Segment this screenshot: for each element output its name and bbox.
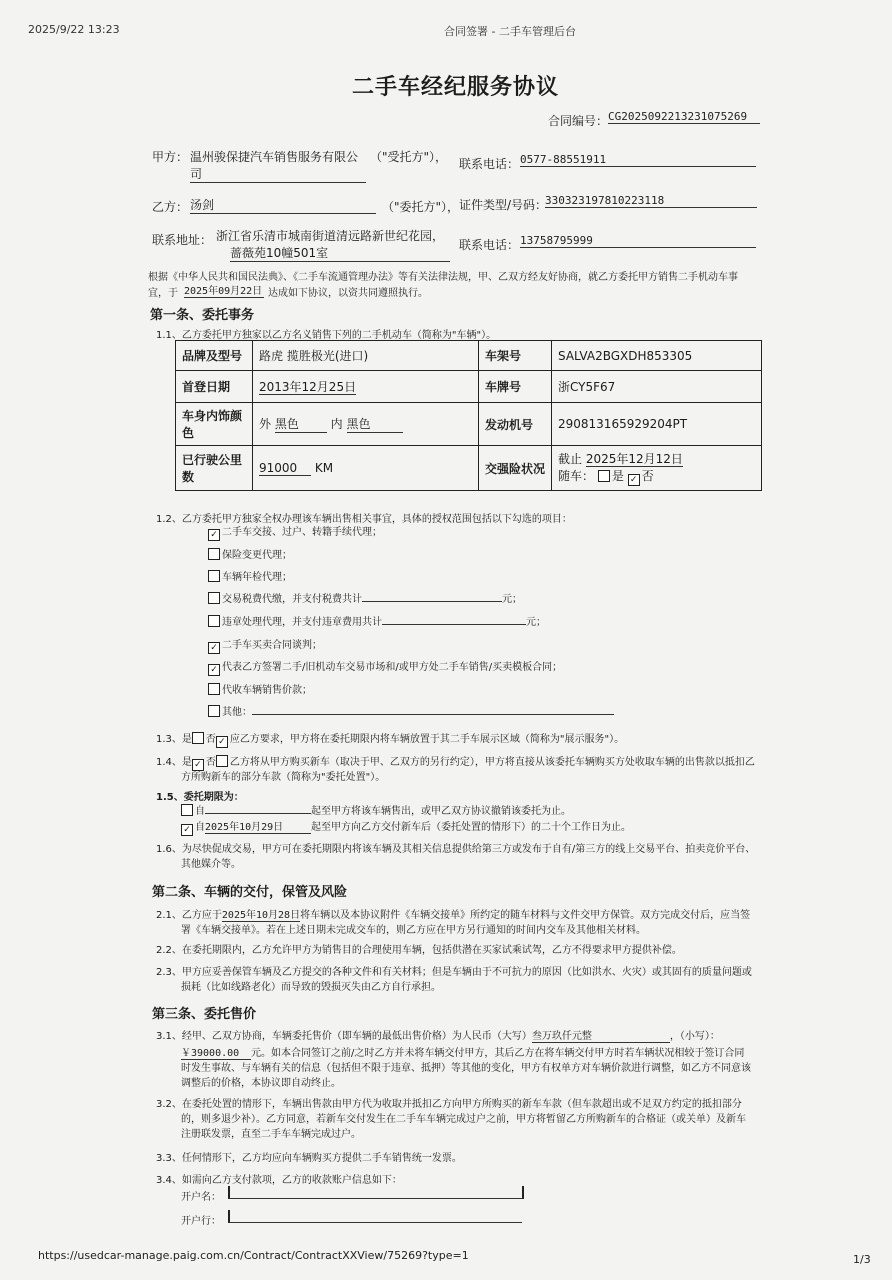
c15-b-prefix: 自 [195, 822, 205, 833]
footer-url: https://usedcar-manage.paig.com.cn/Contract/ContractXXView/75269?type=1 [38, 1249, 469, 1262]
c14-c: 乙方将从甲方购买新车（取决于甲、乙双方的另行约定），甲方将直接从该委托车辆购买方处收取车辆的出售款以抵扣乙 [229, 757, 755, 768]
auth-item-1 [208, 546, 292, 561]
item-text: 车辆年检代理； [222, 572, 292, 583]
party-b-name: 汤剑 [190, 196, 376, 214]
plate-label: 车牌号 [479, 371, 552, 403]
auth-item-3 [208, 590, 522, 605]
c15-a-text: 起至甲方将该车辆售出，或甲乙双方协议撤销该委托为止。 [311, 806, 571, 817]
clause-3-3: 3.3、任何情形下，乙方均应向车辆购买方提供二手车销售统一发票。 [156, 1153, 462, 1164]
intro-line2-b: 达成如下协议，以资共同遵照执行。 [268, 288, 428, 299]
clause-3-4: 3.4、如需向乙方支付款项，乙方的收款账户信息如下： [156, 1175, 402, 1186]
km-unit: KM [314, 460, 334, 475]
checkbox[interactable] [208, 683, 220, 695]
yes-label: 是 [611, 469, 624, 483]
party-a-name-line1: 温州骏保捷汽车销售服务有限公 [190, 150, 359, 164]
checkbox-no[interactable] [216, 755, 228, 767]
address-label: 联系地址： [152, 233, 213, 247]
c15-a-blank [205, 803, 311, 814]
party-a-label: 甲方： [152, 150, 189, 164]
checkbox[interactable] [181, 804, 193, 816]
checkbox-no[interactable]: ✓ [216, 736, 228, 748]
tax-amount-blank [362, 591, 502, 602]
reg-date-label: 首登日期 [176, 371, 253, 403]
section-2-title: 第二条、车辆的交付，保管及风险 [152, 885, 348, 900]
color-out: 黑色 [275, 415, 327, 433]
color-label: 车身内饰颜色 [176, 403, 253, 446]
c21-a: 2.1、乙方应于 [156, 910, 222, 921]
engine-label: 发动机号 [479, 403, 552, 446]
checkbox-yes[interactable] [192, 732, 204, 744]
c15-b-text: 起至甲方向乙方交付新车后（委托处置的情形下）的二十个工作日为止。 [311, 822, 631, 833]
auth-item-6 [208, 658, 562, 676]
intro-line2-a: 宜，于 [148, 288, 178, 299]
clause-2-3-a: 2.3、甲方应妥善保管车辆及乙方提交的各种文件和有关材料；但是车辆由于不可抗力的原因（比如洪水、火灾）或其固有的质量问题或 [156, 967, 752, 978]
address-line1: 浙江省乐清市城南街道清远路新世纪花园， [216, 229, 445, 243]
auth-item-2 [208, 568, 292, 583]
clause-3-1-e: 调整后的价格，本协议即自动终止。 [181, 1078, 341, 1089]
checkbox[interactable]: ✓ [208, 529, 220, 541]
km-value [253, 446, 479, 491]
brand-label: 品牌及型号 [176, 341, 253, 371]
document-title: 二手车经纪服务协议 [352, 75, 560, 100]
party-a-role: （"受托方"）， [370, 150, 448, 164]
c31-c: 元。如本合同签订之前/之时乙方并未将车辆交付甲方，其后乙方在将车辆交付甲方时若车辆状况相较于签订合同 [251, 1048, 745, 1059]
no-label: 否 [641, 469, 654, 483]
party-b-phone-label: 联系电话： [459, 238, 520, 252]
clause-2-1-c: 署《车辆交接单》。若在上述日期未完成交车的，则乙方应在甲方另行通知的时间内交车及其他相关材料。 [181, 925, 646, 936]
checkbox[interactable] [208, 548, 220, 560]
c15-b-date: 2025年10月29日 [205, 818, 311, 834]
party-b-id-label: 证件类型/号码： [459, 198, 548, 212]
checkbox[interactable] [208, 615, 220, 627]
clause-3-1-d: 时发生事故、与车辆有关的信息（包括但不限于违章、抵押）等其他的变化，甲方有权单方对车辆价款进行调整，如乙方不同意该 [181, 1063, 751, 1074]
item-text: 交易税费代缴，并支付税费共计 [222, 594, 362, 605]
plate-value: 浙CY5F67 [552, 371, 762, 403]
clause-3-2-c: 注册联发票，直至二手车车辆完成过户。 [181, 1129, 361, 1140]
c15-a-prefix: 自 [195, 806, 205, 817]
checkbox-yes[interactable] [598, 470, 610, 482]
insurance-label: 交强险状况 [479, 446, 552, 491]
bank-field [228, 1210, 522, 1223]
item-tail: 元； [526, 617, 546, 628]
c13-c: 应乙方要求，甲方将在委托期限内将车辆放置于其二手车展示区域（简称为"展示服务"）。 [229, 734, 625, 745]
party-a-name-line2: 司 [190, 165, 366, 183]
clause-1-6-b: 其他媒介等。 [181, 859, 241, 870]
c31-a: 3.1、经甲、乙双方协商，车辆委托售价（即车辆的最低出售价格）为人民币（大写） [156, 1031, 532, 1042]
color-out-label: 外 [259, 417, 272, 431]
auth-item-5 [208, 636, 322, 654]
c14-a: 1.4、是 [156, 757, 192, 768]
party-b-label: 乙方： [152, 200, 189, 214]
c21-date: 2025年10月28日 [221, 910, 301, 921]
brand-value: 路虎 揽胜极光(进口) [253, 341, 479, 371]
bank-label: 开户行： [181, 1216, 221, 1227]
print-datetime: 2025/9/22 13:23 [28, 23, 120, 36]
party-a-phone-label: 联系电话： [459, 157, 520, 171]
clause-3-1-c [181, 1044, 744, 1060]
party-a-phone: 0577-88551911 [520, 153, 756, 167]
print-page-title: 合同签署 - 二手车管理后台 [444, 25, 576, 38]
checkbox[interactable] [208, 570, 220, 582]
address-line2: 蔷薇苑10幢501室 [230, 244, 450, 262]
item-text: 其他： [222, 707, 252, 718]
item-text: 代表乙方签署二手/旧机动车交易市场和/或甲方处二手车销售/买卖模板合同； [222, 662, 563, 673]
c31-b: ，（小写）： [669, 1031, 720, 1042]
c13-b: 否 [205, 734, 216, 745]
other-blank [252, 704, 614, 715]
km-label: 已行驶公里数 [176, 446, 253, 491]
clause-1-5-a [181, 802, 571, 817]
c31-upper: 叁万玖仟元整 [532, 1027, 670, 1043]
clause-3-2-b: 的，则多退少补）。乙方同意，若新车交付发生在二手车车辆完成过户之前，甲方将暂留乙方所购新车的合格证（或关单）及新车 [181, 1114, 746, 1125]
c14-b: 否 [205, 757, 216, 768]
item-text: 保险变更代理； [222, 550, 292, 561]
clause-1-3 [156, 730, 624, 748]
c21-b: 将车辆以及本协议附件《车辆交接单》所约定的随车材料与文件交甲方保管。双方完成交付后，应当签 [300, 910, 751, 921]
insurance-follow: 随车： [558, 469, 595, 483]
c13-a: 1.3、是 [156, 734, 192, 745]
checkbox[interactable] [208, 592, 220, 604]
vin-value: SALVA2BGXDH853305 [552, 341, 762, 371]
item-tail: 元； [502, 594, 522, 605]
engine-value: 290813165929204PT [552, 403, 762, 446]
party-b-role: （"委托方"）， [382, 200, 460, 214]
checkbox[interactable]: ✓ [208, 664, 220, 676]
item-text: 违章处理代理，并支付违章费用共计 [222, 617, 382, 628]
checkbox-yes[interactable]: ✓ [192, 759, 204, 771]
insurance-prefix: 截止 [558, 452, 583, 466]
color-value [253, 403, 479, 446]
auth-item-0 [208, 523, 382, 541]
insurance-date: 2025年12月12日 [585, 452, 683, 466]
auth-item-4 [208, 613, 546, 628]
clause-1-5-b [181, 818, 631, 836]
auth-item-7 [208, 681, 312, 696]
color-in-label: 内 [330, 417, 343, 431]
vin-label: 车架号 [479, 341, 552, 371]
color-in: 黑色 [347, 415, 403, 433]
insurance-value [552, 446, 762, 491]
party-b-id: 330323197810223118 [545, 194, 757, 208]
clause-1-6-a: 1.6、为尽快促成交易，甲方可在委托期限内将该车辆及其相关信息提供给第三方或发布于自有/第三方的线上交易平台、拍卖竞价平台、 [156, 844, 756, 855]
km-number: 91000 [259, 461, 311, 476]
item-text: 二手车买卖合同谈判； [222, 640, 322, 651]
checkbox[interactable] [208, 705, 220, 717]
party-b-phone: 13758795999 [520, 234, 756, 248]
checkbox[interactable]: ✓ [181, 824, 193, 836]
contract-no-label: 合同编号： [548, 114, 609, 128]
vehicle-table [175, 340, 762, 491]
auth-item-8 [208, 703, 614, 718]
reg-date-text: 2013年12月25日 [259, 380, 357, 394]
account-name-field [228, 1186, 524, 1199]
reg-date-value [253, 371, 479, 403]
clause-1-4-line2: 方所购新车的部分车款（简称为"委托处置"）。 [181, 772, 386, 783]
contract-no-value: CG2025092213231075269 [608, 110, 760, 124]
footer-page-number: 1/3 [853, 1253, 871, 1266]
clause-3-2-a: 3.2、在委托处置的情形下，车辆出售款由甲方代为收取并抵扣乙方向甲方所购买的新车车款（但车款超出或不足双方约定的抵扣部分 [156, 1099, 742, 1110]
checkbox[interactable]: ✓ [208, 642, 220, 654]
item-text: 二手车交接、过户、转籍手续代理； [222, 527, 382, 538]
c31-lower: ￥39000.00 [181, 1044, 251, 1060]
account-name-label: 开户名： [181, 1192, 221, 1203]
clause-2-2: 2.2、在委托期限内，乙方允许甲方为销售目的合理使用车辆，包括供潜在买家试乘试驾，乙方不得要求甲方提供补偿。 [156, 945, 682, 956]
intro-date: 2025年09月22日 [184, 282, 264, 298]
clause-2-1-a [156, 906, 750, 921]
clause-1-1: 1.1、乙方委托甲方独家以乙方名义销售下列的二手机动车（简称为"车辆"）。 [156, 330, 497, 341]
section-1-title: 第一条、委托事务 [150, 308, 255, 323]
violation-amount-blank [382, 614, 526, 625]
clause-1-2: 1.2、乙方委托甲方独家全权办理该车辆出售相关事宜，具体的授权范围包括以下勾选的项目： [156, 514, 572, 525]
checkbox-no[interactable]: ✓ [628, 474, 640, 486]
clause-1-5-title: 1.5、委托期限为： [156, 792, 244, 803]
item-text: 代收车辆销售价款； [222, 685, 312, 696]
clause-3-1-a [156, 1027, 720, 1043]
section-3-title: 第三条、委托售价 [152, 1007, 257, 1022]
intro-line1: 根据《中华人民共和国民法典》、《二手车流通管理办法》等有关法律法规，甲、乙双方经友好协商，就乙方委托甲方销售二手机动车事 [148, 272, 738, 283]
clause-2-3-b: 损耗（比如线路老化）而导致的毁损灭失由乙方自行承担。 [181, 982, 441, 993]
